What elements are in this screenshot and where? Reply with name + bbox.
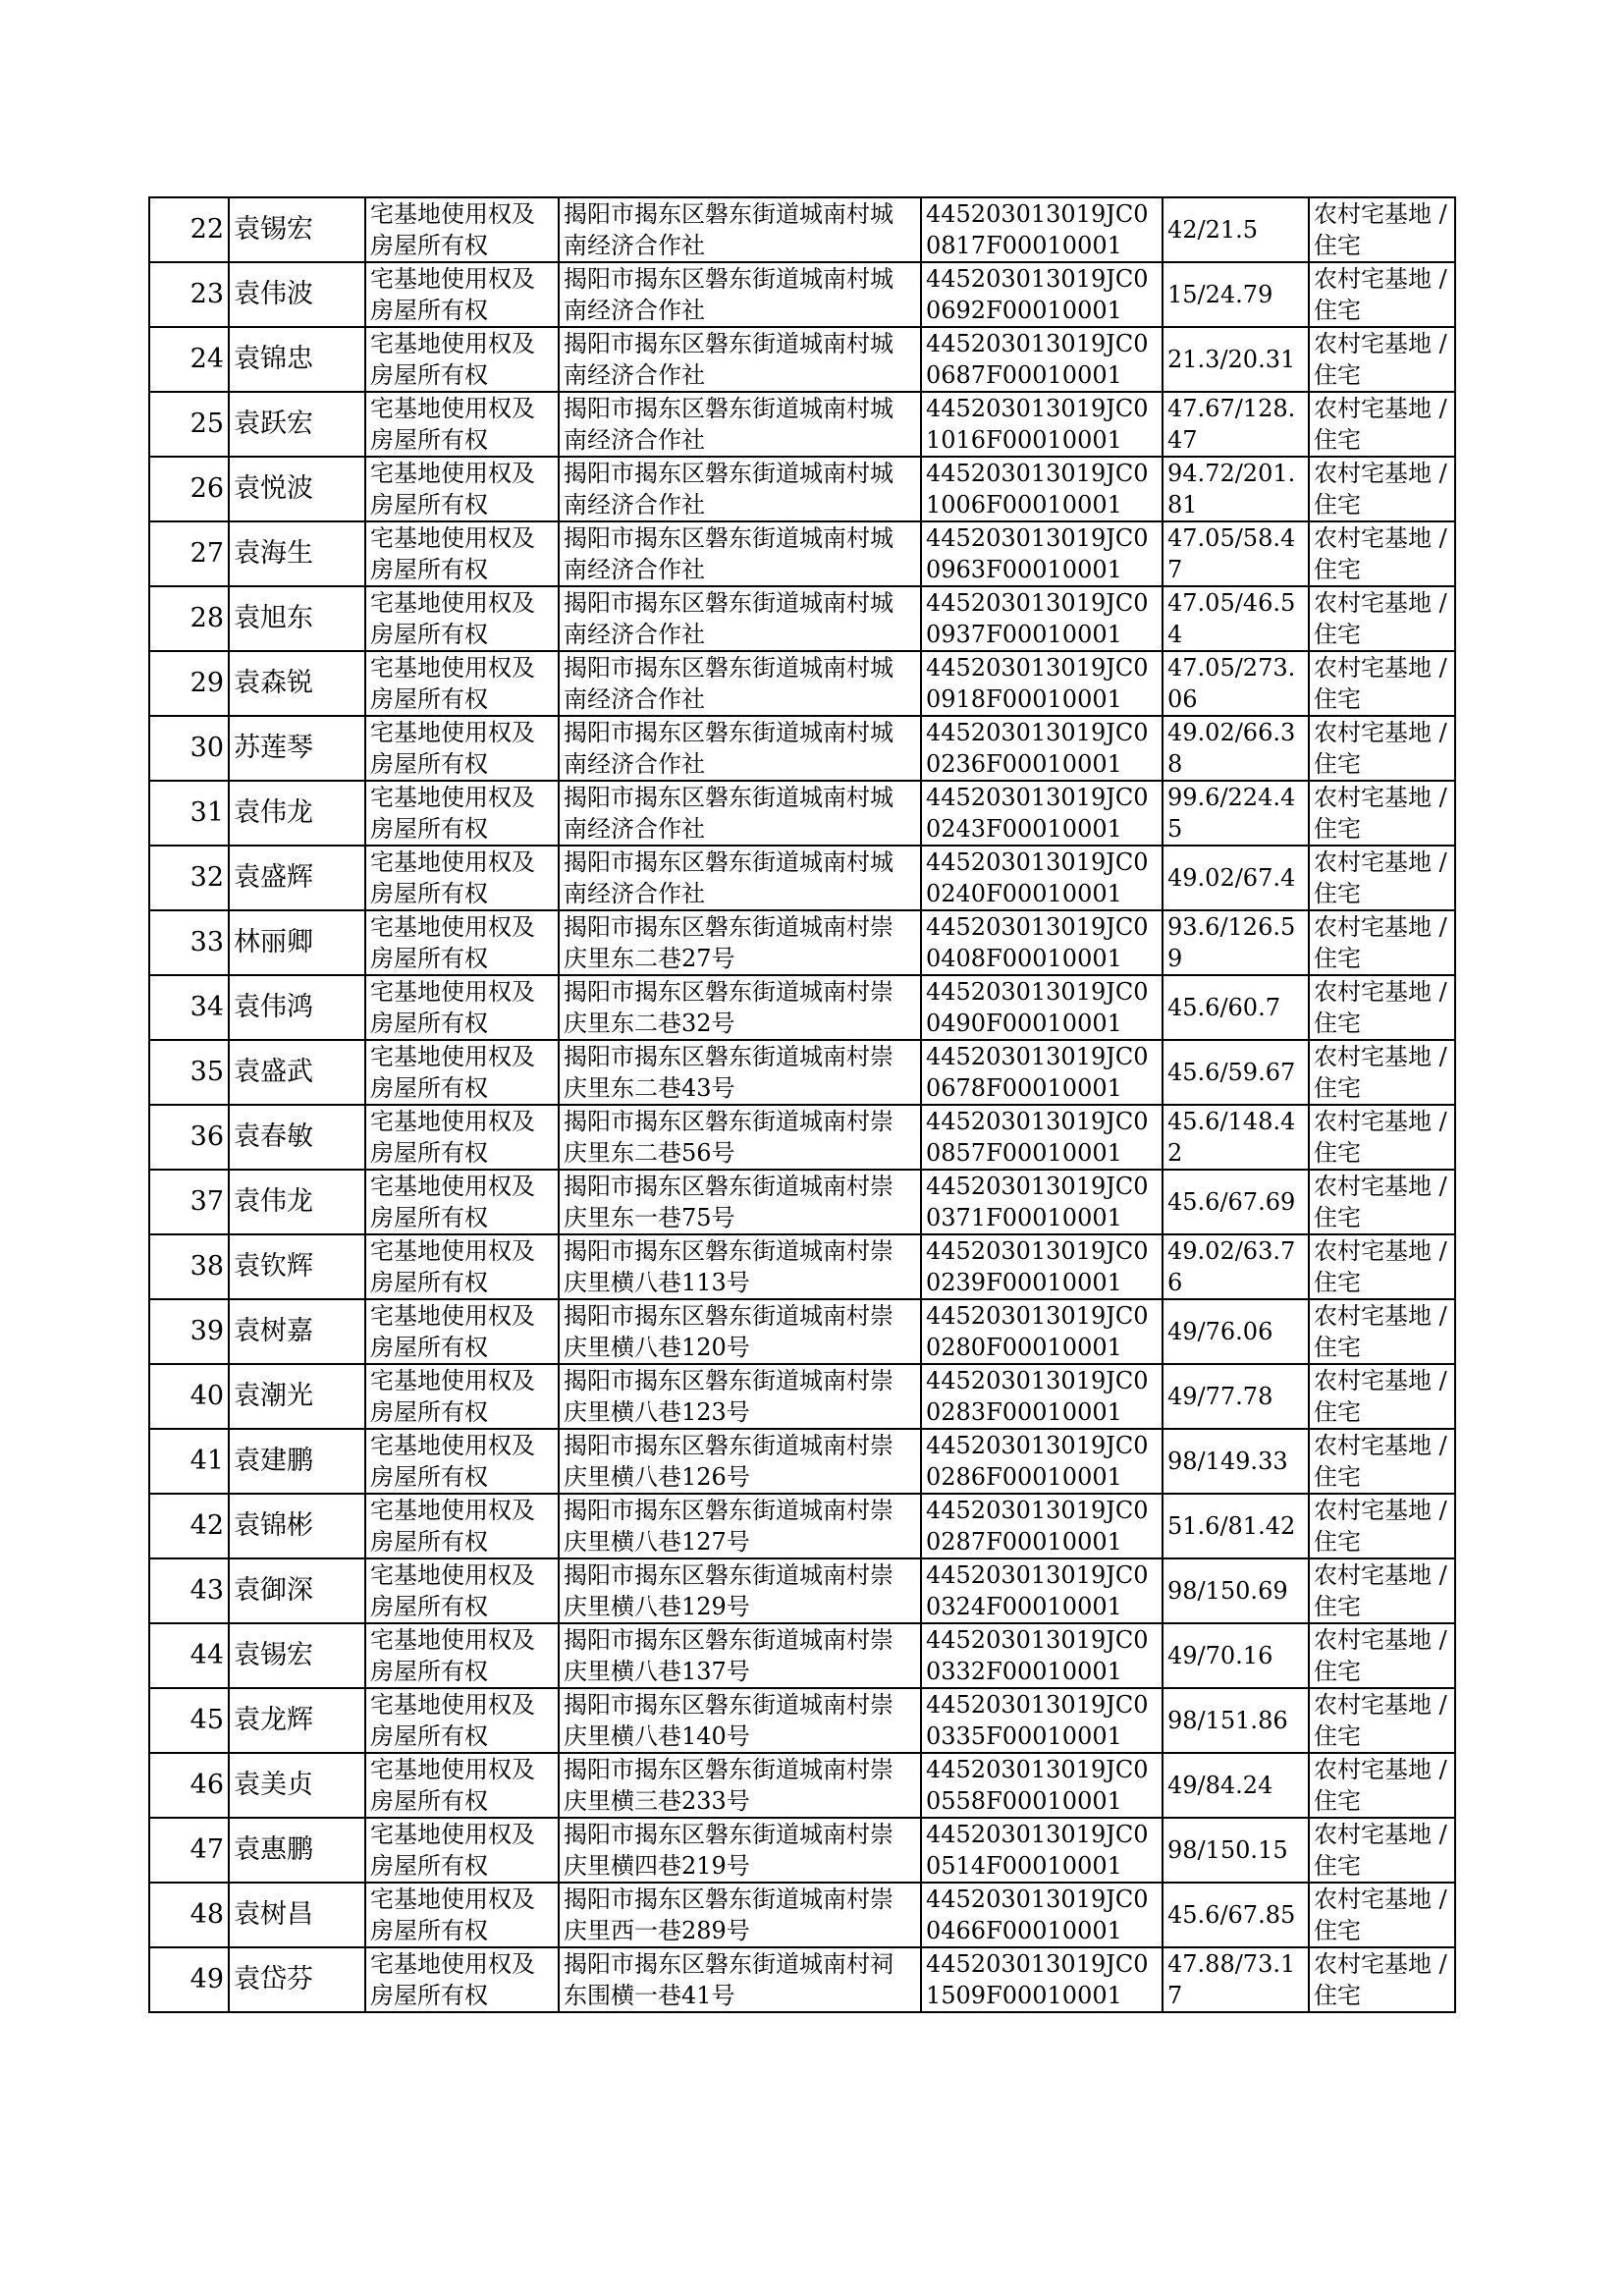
usage-cell: 农村宅基地 / 住宅 <box>1309 1299 1455 1364</box>
row-number-cell: 34 <box>149 975 229 1040</box>
location-cell: 揭阳市揭东区磐东街道城南村城南经济合作社 <box>559 392 921 457</box>
row-number-cell: 33 <box>149 910 229 975</box>
area-cell: 42/21.5 <box>1163 197 1309 262</box>
area-cell: 94.72/201.81 <box>1163 457 1309 521</box>
unit-number-cell: 445203013019JC00335F00010001 <box>921 1688 1163 1753</box>
usage-cell: 农村宅基地 / 住宅 <box>1309 392 1455 457</box>
usage-cell: 农村宅基地 / 住宅 <box>1309 975 1455 1040</box>
owner-name-cell: 袁伟波 <box>229 262 365 327</box>
row-number-cell: 40 <box>149 1364 229 1429</box>
right-type-cell: 宅基地使用权及房屋所有权 <box>365 586 559 651</box>
usage-cell: 农村宅基地 / 住宅 <box>1309 1947 1455 2012</box>
owner-name-cell: 袁潮光 <box>229 1364 365 1429</box>
location-cell: 揭阳市揭东区磐东街道城南村城南经济合作社 <box>559 197 921 262</box>
area-cell: 51.6/81.42 <box>1163 1494 1309 1558</box>
table-row <box>149 781 1455 846</box>
owner-name-cell: 袁锦彬 <box>229 1494 365 1558</box>
area-cell: 45.6/60.7 <box>1163 975 1309 1040</box>
owner-name-cell: 袁跃宏 <box>229 392 365 457</box>
usage-cell: 农村宅基地 / 住宅 <box>1309 1623 1455 1688</box>
owner-name-cell: 袁伟龙 <box>229 781 365 846</box>
right-type-cell: 宅基地使用权及房屋所有权 <box>365 457 559 521</box>
area-cell: 15/24.79 <box>1163 262 1309 327</box>
unit-number-cell: 445203013019JC00918F00010001 <box>921 651 1163 716</box>
right-type-cell: 宅基地使用权及房屋所有权 <box>365 1947 559 2012</box>
table-row <box>149 1040 1455 1105</box>
owner-name-cell: 袁锦忠 <box>229 327 365 392</box>
table-row <box>149 1947 1455 2012</box>
location-cell: 揭阳市揭东区磐东街道城南村崇庆里东二巷32号 <box>559 975 921 1040</box>
owner-name-cell: 袁伟龙 <box>229 1170 365 1234</box>
right-type-cell: 宅基地使用权及房屋所有权 <box>365 651 559 716</box>
row-number-cell: 43 <box>149 1558 229 1623</box>
right-type-cell: 宅基地使用权及房屋所有权 <box>365 1623 559 1688</box>
table-row <box>149 327 1455 392</box>
location-cell: 揭阳市揭东区磐东街道城南村崇庆里东一巷75号 <box>559 1170 921 1234</box>
right-type-cell: 宅基地使用权及房屋所有权 <box>365 262 559 327</box>
table-row <box>149 392 1455 457</box>
owner-name-cell: 袁海生 <box>229 521 365 586</box>
usage-cell: 农村宅基地 / 住宅 <box>1309 262 1455 327</box>
area-cell: 47.05/46.54 <box>1163 586 1309 651</box>
right-type-cell: 宅基地使用权及房屋所有权 <box>365 1429 559 1494</box>
row-number-cell: 32 <box>149 846 229 910</box>
unit-number-cell: 445203013019JC00937F00010001 <box>921 586 1163 651</box>
location-cell: 揭阳市揭东区磐东街道城南村城南经济合作社 <box>559 457 921 521</box>
area-cell: 99.6/224.45 <box>1163 781 1309 846</box>
usage-cell: 农村宅基地 / 住宅 <box>1309 457 1455 521</box>
row-number-cell: 23 <box>149 262 229 327</box>
owner-name-cell: 袁美贞 <box>229 1753 365 1818</box>
unit-number-cell: 445203013019JC00280F00010001 <box>921 1299 1163 1364</box>
unit-number-cell: 445203013019JC00239F00010001 <box>921 1234 1163 1299</box>
area-cell: 98/150.15 <box>1163 1818 1309 1883</box>
unit-number-cell: 445203013019JC00692F00010001 <box>921 262 1163 327</box>
owner-name-cell: 袁御深 <box>229 1558 365 1623</box>
right-type-cell: 宅基地使用权及房屋所有权 <box>365 1883 559 1947</box>
row-number-cell: 22 <box>149 197 229 262</box>
owner-name-cell: 袁锡宏 <box>229 197 365 262</box>
location-cell: 揭阳市揭东区磐东街道城南村崇庆里横三巷233号 <box>559 1753 921 1818</box>
area-cell: 45.6/148.42 <box>1163 1105 1309 1170</box>
area-cell: 49/77.78 <box>1163 1364 1309 1429</box>
location-cell: 揭阳市揭东区磐东街道城南村崇庆里横四巷219号 <box>559 1818 921 1883</box>
unit-number-cell: 445203013019JC01509F00010001 <box>921 1947 1163 2012</box>
right-type-cell: 宅基地使用权及房屋所有权 <box>365 392 559 457</box>
location-cell: 揭阳市揭东区磐东街道城南村城南经济合作社 <box>559 846 921 910</box>
row-number-cell: 38 <box>149 1234 229 1299</box>
table-row <box>149 910 1455 975</box>
table-row <box>149 975 1455 1040</box>
right-type-cell: 宅基地使用权及房屋所有权 <box>365 1170 559 1234</box>
area-cell: 98/150.69 <box>1163 1558 1309 1623</box>
location-cell: 揭阳市揭东区磐东街道城南村祠东围横一巷41号 <box>559 1947 921 2012</box>
area-cell: 47.67/128.47 <box>1163 392 1309 457</box>
unit-number-cell: 445203013019JC00283F00010001 <box>921 1364 1163 1429</box>
row-number-cell: 26 <box>149 457 229 521</box>
area-cell: 49/70.16 <box>1163 1623 1309 1688</box>
row-number-cell: 27 <box>149 521 229 586</box>
table-row <box>149 262 1455 327</box>
table-row <box>149 1623 1455 1688</box>
usage-cell: 农村宅基地 / 住宅 <box>1309 910 1455 975</box>
usage-cell: 农村宅基地 / 住宅 <box>1309 521 1455 586</box>
right-type-cell: 宅基地使用权及房屋所有权 <box>365 1494 559 1558</box>
right-type-cell: 宅基地使用权及房屋所有权 <box>365 197 559 262</box>
row-number-cell: 36 <box>149 1105 229 1170</box>
unit-number-cell: 445203013019JC00963F00010001 <box>921 521 1163 586</box>
unit-number-cell: 445203013019JC00514F00010001 <box>921 1818 1163 1883</box>
area-cell: 45.6/67.85 <box>1163 1883 1309 1947</box>
unit-number-cell: 445203013019JC00236F00010001 <box>921 716 1163 781</box>
usage-cell: 农村宅基地 / 住宅 <box>1309 1040 1455 1105</box>
row-number-cell: 41 <box>149 1429 229 1494</box>
unit-number-cell: 445203013019JC00332F00010001 <box>921 1623 1163 1688</box>
right-type-cell: 宅基地使用权及房屋所有权 <box>365 1818 559 1883</box>
right-type-cell: 宅基地使用权及房屋所有权 <box>365 1753 559 1818</box>
registry-table <box>148 196 1456 2013</box>
owner-name-cell: 袁龙辉 <box>229 1688 365 1753</box>
unit-number-cell: 445203013019JC00240F00010001 <box>921 846 1163 910</box>
location-cell: 揭阳市揭东区磐东街道城南村城南经济合作社 <box>559 327 921 392</box>
area-cell: 47.05/273.06 <box>1163 651 1309 716</box>
usage-cell: 农村宅基地 / 住宅 <box>1309 1753 1455 1818</box>
unit-number-cell: 445203013019JC01006F00010001 <box>921 457 1163 521</box>
unit-number-cell: 445203013019JC00286F00010001 <box>921 1429 1163 1494</box>
table-row <box>149 1818 1455 1883</box>
owner-name-cell: 袁森锐 <box>229 651 365 716</box>
table-row <box>149 846 1455 910</box>
owner-name-cell: 袁岱芬 <box>229 1947 365 2012</box>
area-cell: 49.02/67.4 <box>1163 846 1309 910</box>
location-cell: 揭阳市揭东区磐东街道城南村崇庆里东二巷56号 <box>559 1105 921 1170</box>
unit-number-cell: 445203013019JC00687F00010001 <box>921 327 1163 392</box>
row-number-cell: 42 <box>149 1494 229 1558</box>
right-type-cell: 宅基地使用权及房屋所有权 <box>365 1234 559 1299</box>
table-row <box>149 1558 1455 1623</box>
table-row <box>149 521 1455 586</box>
owner-name-cell: 苏莲琴 <box>229 716 365 781</box>
unit-number-cell: 445203013019JC00857F00010001 <box>921 1105 1163 1170</box>
registry-table-body <box>149 197 1455 2012</box>
usage-cell: 农村宅基地 / 住宅 <box>1309 1558 1455 1623</box>
unit-number-cell: 445203013019JC00678F00010001 <box>921 1040 1163 1105</box>
table-row <box>149 586 1455 651</box>
location-cell: 揭阳市揭东区磐东街道城南村崇庆里横八巷120号 <box>559 1299 921 1364</box>
location-cell: 揭阳市揭东区磐东街道城南村城南经济合作社 <box>559 262 921 327</box>
location-cell: 揭阳市揭东区磐东街道城南村城南经济合作社 <box>559 781 921 846</box>
right-type-cell: 宅基地使用权及房屋所有权 <box>365 1299 559 1364</box>
unit-number-cell: 445203013019JC00466F00010001 <box>921 1883 1163 1947</box>
owner-name-cell: 袁锡宏 <box>229 1623 365 1688</box>
area-cell: 93.6/126.59 <box>1163 910 1309 975</box>
row-number-cell: 39 <box>149 1299 229 1364</box>
usage-cell: 农村宅基地 / 住宅 <box>1309 1494 1455 1558</box>
usage-cell: 农村宅基地 / 住宅 <box>1309 197 1455 262</box>
unit-number-cell: 445203013019JC00490F00010001 <box>921 975 1163 1040</box>
area-cell: 49.02/63.76 <box>1163 1234 1309 1299</box>
row-number-cell: 35 <box>149 1040 229 1105</box>
usage-cell: 农村宅基地 / 住宅 <box>1309 586 1455 651</box>
table-row <box>149 1883 1455 1947</box>
location-cell: 揭阳市揭东区磐东街道城南村崇庆里西一巷289号 <box>559 1883 921 1947</box>
row-number-cell: 48 <box>149 1883 229 1947</box>
right-type-cell: 宅基地使用权及房屋所有权 <box>365 1364 559 1429</box>
usage-cell: 农村宅基地 / 住宅 <box>1309 1818 1455 1883</box>
row-number-cell: 49 <box>149 1947 229 2012</box>
unit-number-cell: 445203013019JC00243F00010001 <box>921 781 1163 846</box>
location-cell: 揭阳市揭东区磐东街道城南村崇庆里横八巷140号 <box>559 1688 921 1753</box>
table-row <box>149 651 1455 716</box>
table-row <box>149 1299 1455 1364</box>
location-cell: 揭阳市揭东区磐东街道城南村城南经济合作社 <box>559 651 921 716</box>
row-number-cell: 31 <box>149 781 229 846</box>
table-row <box>149 1234 1455 1299</box>
table-row <box>149 716 1455 781</box>
right-type-cell: 宅基地使用权及房屋所有权 <box>365 1040 559 1105</box>
owner-name-cell: 袁树嘉 <box>229 1299 365 1364</box>
row-number-cell: 25 <box>149 392 229 457</box>
right-type-cell: 宅基地使用权及房屋所有权 <box>365 1105 559 1170</box>
right-type-cell: 宅基地使用权及房屋所有权 <box>365 1558 559 1623</box>
table-row <box>149 197 1455 262</box>
right-type-cell: 宅基地使用权及房屋所有权 <box>365 1688 559 1753</box>
table-row <box>149 1753 1455 1818</box>
owner-name-cell: 袁盛武 <box>229 1040 365 1105</box>
location-cell: 揭阳市揭东区磐东街道城南村崇庆里东二巷43号 <box>559 1040 921 1105</box>
right-type-cell: 宅基地使用权及房屋所有权 <box>365 716 559 781</box>
location-cell: 揭阳市揭东区磐东街道城南村崇庆里东二巷27号 <box>559 910 921 975</box>
location-cell: 揭阳市揭东区磐东街道城南村城南经济合作社 <box>559 716 921 781</box>
row-number-cell: 24 <box>149 327 229 392</box>
area-cell: 47.05/58.47 <box>1163 521 1309 586</box>
table-row <box>149 1429 1455 1494</box>
location-cell: 揭阳市揭东区磐东街道城南村城南经济合作社 <box>559 521 921 586</box>
location-cell: 揭阳市揭东区磐东街道城南村崇庆里横八巷113号 <box>559 1234 921 1299</box>
unit-number-cell: 445203013019JC00371F00010001 <box>921 1170 1163 1234</box>
table-row <box>149 1364 1455 1429</box>
right-type-cell: 宅基地使用权及房屋所有权 <box>365 910 559 975</box>
area-cell: 21.3/20.31 <box>1163 327 1309 392</box>
row-number-cell: 46 <box>149 1753 229 1818</box>
right-type-cell: 宅基地使用权及房屋所有权 <box>365 846 559 910</box>
usage-cell: 农村宅基地 / 住宅 <box>1309 651 1455 716</box>
owner-name-cell: 袁惠鹏 <box>229 1818 365 1883</box>
row-number-cell: 28 <box>149 586 229 651</box>
right-type-cell: 宅基地使用权及房屋所有权 <box>365 521 559 586</box>
area-cell: 49/76.06 <box>1163 1299 1309 1364</box>
row-number-cell: 30 <box>149 716 229 781</box>
right-type-cell: 宅基地使用权及房屋所有权 <box>365 975 559 1040</box>
owner-name-cell: 袁悦波 <box>229 457 365 521</box>
usage-cell: 农村宅基地 / 住宅 <box>1309 1234 1455 1299</box>
unit-number-cell: 445203013019JC01016F00010001 <box>921 392 1163 457</box>
owner-name-cell: 袁树昌 <box>229 1883 365 1947</box>
row-number-cell: 44 <box>149 1623 229 1688</box>
owner-name-cell: 袁春敏 <box>229 1105 365 1170</box>
owner-name-cell: 袁伟鸿 <box>229 975 365 1040</box>
row-number-cell: 37 <box>149 1170 229 1234</box>
owner-name-cell: 袁盛辉 <box>229 846 365 910</box>
location-cell: 揭阳市揭东区磐东街道城南村崇庆里横八巷137号 <box>559 1623 921 1688</box>
table-row <box>149 1170 1455 1234</box>
area-cell: 49/84.24 <box>1163 1753 1309 1818</box>
unit-number-cell: 445203013019JC00324F00010001 <box>921 1558 1163 1623</box>
usage-cell: 农村宅基地 / 住宅 <box>1309 1105 1455 1170</box>
area-cell: 47.88/73.17 <box>1163 1947 1309 2012</box>
location-cell: 揭阳市揭东区磐东街道城南村城南经济合作社 <box>559 586 921 651</box>
usage-cell: 农村宅基地 / 住宅 <box>1309 781 1455 846</box>
registry-sheet <box>148 196 1454 2013</box>
unit-number-cell: 445203013019JC00817F00010001 <box>921 197 1163 262</box>
row-number-cell: 47 <box>149 1818 229 1883</box>
usage-cell: 农村宅基地 / 住宅 <box>1309 327 1455 392</box>
right-type-cell: 宅基地使用权及房屋所有权 <box>365 327 559 392</box>
unit-number-cell: 445203013019JC00408F00010001 <box>921 910 1163 975</box>
area-cell: 98/151.86 <box>1163 1688 1309 1753</box>
usage-cell: 农村宅基地 / 住宅 <box>1309 1688 1455 1753</box>
usage-cell: 农村宅基地 / 住宅 <box>1309 1883 1455 1947</box>
owner-name-cell: 袁钦辉 <box>229 1234 365 1299</box>
table-row <box>149 1688 1455 1753</box>
table-row <box>149 1494 1455 1558</box>
location-cell: 揭阳市揭东区磐东街道城南村崇庆里横八巷123号 <box>559 1364 921 1429</box>
owner-name-cell: 袁旭东 <box>229 586 365 651</box>
area-cell: 98/149.33 <box>1163 1429 1309 1494</box>
table-row <box>149 1105 1455 1170</box>
owner-name-cell: 林丽卿 <box>229 910 365 975</box>
location-cell: 揭阳市揭东区磐东街道城南村崇庆里横八巷127号 <box>559 1494 921 1558</box>
usage-cell: 农村宅基地 / 住宅 <box>1309 1364 1455 1429</box>
row-number-cell: 45 <box>149 1688 229 1753</box>
unit-number-cell: 445203013019JC00558F00010001 <box>921 1753 1163 1818</box>
location-cell: 揭阳市揭东区磐东街道城南村崇庆里横八巷129号 <box>559 1558 921 1623</box>
location-cell: 揭阳市揭东区磐东街道城南村崇庆里横八巷126号 <box>559 1429 921 1494</box>
usage-cell: 农村宅基地 / 住宅 <box>1309 1429 1455 1494</box>
usage-cell: 农村宅基地 / 住宅 <box>1309 1170 1455 1234</box>
usage-cell: 农村宅基地 / 住宅 <box>1309 716 1455 781</box>
row-number-cell: 29 <box>149 651 229 716</box>
usage-cell: 农村宅基地 / 住宅 <box>1309 846 1455 910</box>
owner-name-cell: 袁建鹏 <box>229 1429 365 1494</box>
area-cell: 45.6/59.67 <box>1163 1040 1309 1105</box>
unit-number-cell: 445203013019JC00287F00010001 <box>921 1494 1163 1558</box>
area-cell: 49.02/66.38 <box>1163 716 1309 781</box>
table-row <box>149 457 1455 521</box>
area-cell: 45.6/67.69 <box>1163 1170 1309 1234</box>
right-type-cell: 宅基地使用权及房屋所有权 <box>365 781 559 846</box>
